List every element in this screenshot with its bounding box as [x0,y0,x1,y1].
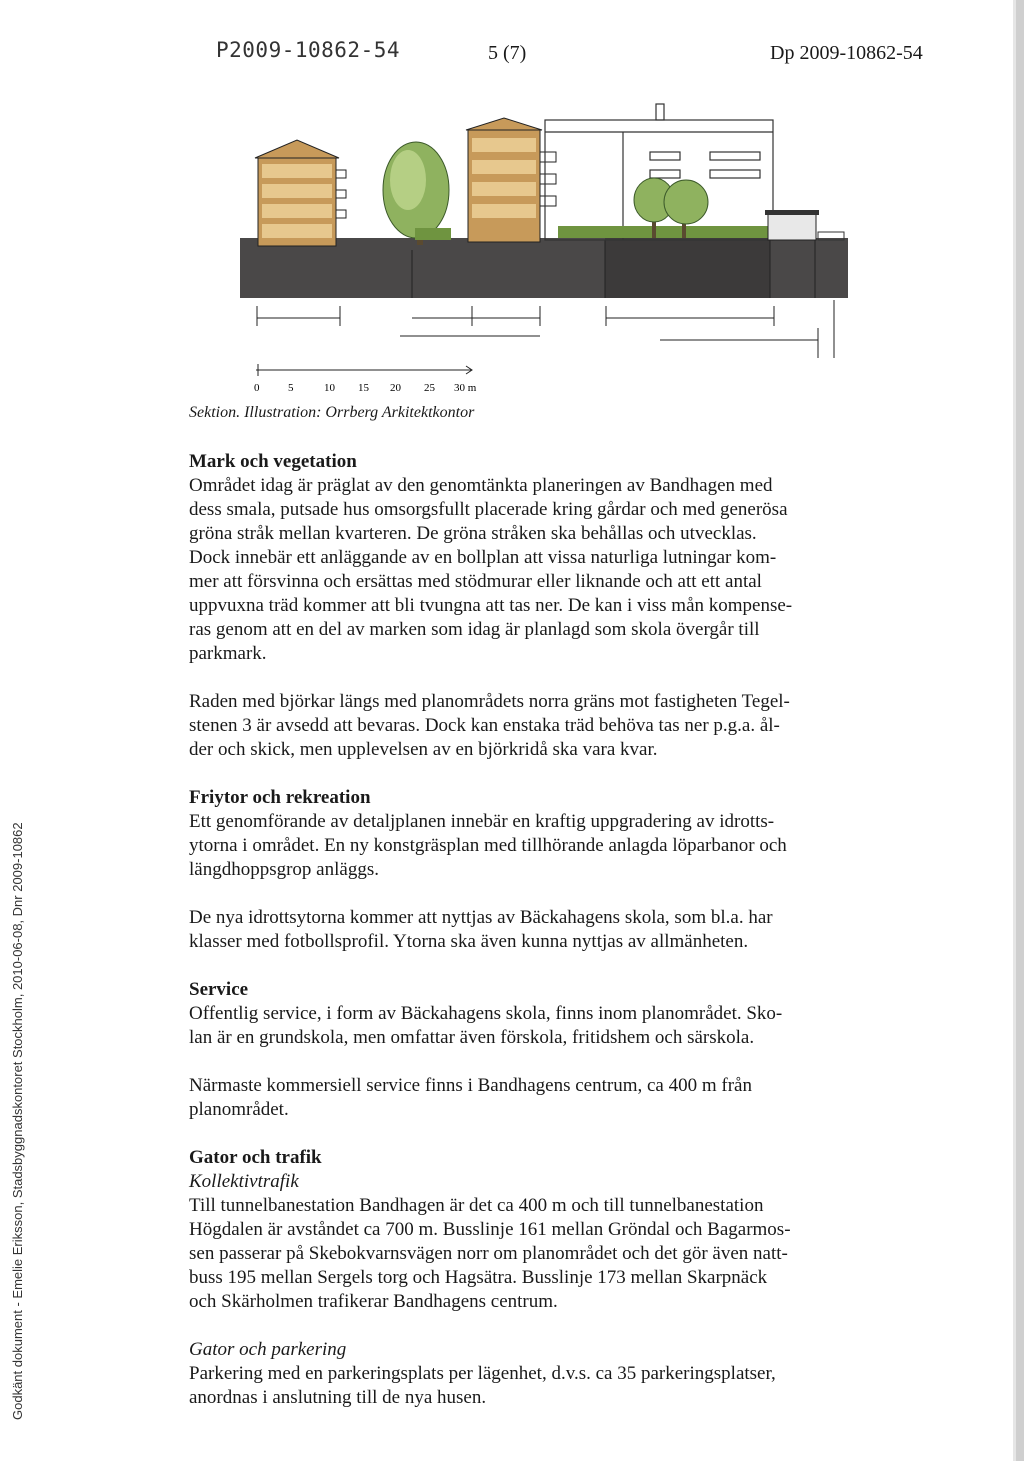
paragraph-line: parkmark. [189,643,267,664]
paragraph-line: der och skick, men upplevelsen av en björkridå ska vara kvar. [189,739,658,760]
heading-service: Service [189,979,249,1000]
scale-label: 30 m [454,382,477,394]
paragraph-line: uppvuxna träd kommer att bli tvungna att tas ner. De kan i viss mån kompense- [189,595,793,616]
paragraph-line: gröna stråk mellan kvarteren. De gröna stråken ska behållas och utvecklas. [189,523,757,544]
approval-sidebar: Godkänt dokument - Emelie Eriksson, Stadsbyggnadskontoret Stockholm, 2010-06-08, Dnr 2009-10862 [10,822,25,1420]
ground-dark-right [605,238,770,298]
document-reference: Dp 2009-10862-54 [770,42,923,64]
heading-gator: Gator och trafik [189,1147,322,1168]
paragraph-line: Offentlig service, i form av Bäckahagens skola, finns inom planområdet. Sko- [189,1003,783,1024]
paragraph-line: sen passerar på Skebokvarnsvägen norr om planområdet och det gör även natt- [189,1243,788,1264]
page-number: 5 (7) [488,42,527,64]
paragraph-line: och Skärholmen trafikerar Bandhagens centrum. [189,1291,558,1312]
pavilion [765,210,819,240]
page-edge-shadow [1013,0,1016,1461]
caption-prefix: Sektion. [189,404,241,421]
paragraph-line: klasser med fotbollsprofil. Ytorna ska även kunna nyttjas av allmänheten. [189,931,749,952]
paragraph-line: Dock innebär ett anläggande av en bollplan att vissa naturliga lutningar kom- [189,547,777,568]
scale-bar [256,364,472,376]
section-illustration [240,100,860,400]
heading-friytor: Friytor och rekreation [189,787,371,808]
document-stamp: P2009-10862-54 [216,38,401,62]
paragraph-line: Raden med björkar längs med planområdets norra gräns mot fastigheten Tegel- [189,691,790,712]
figure-caption [189,404,474,422]
paragraph-line: buss 195 mellan Sergels torg och Hagsätra. Busslinje 173 mellan Skarpnäck [189,1267,768,1288]
paragraph-line: Högdalen är avståndet ca 700 m. Busslinje 161 mellan Gröndal och Bagarmos- [189,1219,791,1240]
tree-left [383,142,451,245]
scale-label: 5 [288,382,294,394]
scale-label: 25 [424,382,435,394]
school-yard-grass [558,226,768,238]
scale-label: 15 [358,382,369,394]
caption-credit: Illustration: Orrberg Arkitektkontor [240,404,475,421]
paragraph-line: anordnas i anslutning till de nya husen. [189,1387,487,1408]
paragraph-line: ras genom att en del av marken som idag är planlagd som skola övergår till [189,619,760,640]
paragraph-line: Parkering med en parkeringsplats per lägenhet, d.v.s. ca 35 parkeringsplatser, [189,1363,776,1384]
paragraph-line: stenen 3 är avsedd att bevaras. Dock kan enstaka träd behöva tas ner p.g.a. ål- [189,715,780,736]
scale-label: 0 [254,382,260,394]
paragraph-line: Till tunnelbanestation Bandhagen är det ca 400 m och till tunnelbanestation [189,1195,764,1216]
paragraph-line: längdhoppsgrop anläggs. [189,859,379,880]
paragraph-line: De nya idrottsytorna kommer att nyttjas av Bäckahagens skola, som bl.a. har [189,907,773,928]
paragraph-line: planområdet. [189,1099,289,1120]
page-edge [1016,0,1024,1461]
scale-label: 10 [324,382,335,394]
subheading-kollektivtrafik: Kollektivtrafik [189,1171,299,1192]
paragraph-line: mer att försvinna och ersättas med stödmurar eller liknande och att ett antal [189,571,762,592]
building-center [466,118,556,242]
paragraph-line: Närmaste kommersiell service finns i Bandhagens centrum, ca 400 m från [189,1075,752,1096]
building-left [255,140,346,246]
subheading-gator-parkering: Gator och parkering [189,1339,347,1360]
heading-mark: Mark och vegetation [189,451,357,472]
paragraph-line: dess smala, putsade hus omsorgsfullt placerade kring gårdar och med generösa [189,499,788,520]
paragraph-line: Ett genomförande av detaljplanen innebär en kraftig uppgradering av idrotts- [189,811,775,832]
scale-label: 20 [390,382,401,394]
paragraph-line: Området idag är präglat av den genomtänkta planeringen av Bandhagen med [189,475,773,496]
paragraph-line: lan är en grundskola, men omfattar även förskola, fritidshem och särskola. [189,1027,755,1048]
dimension-lines [257,300,834,358]
body-text [189,450,859,1410]
paragraph-line: ytorna i området. En ny konstgräsplan med tillhörande anlagda löparbanor och [189,835,787,856]
